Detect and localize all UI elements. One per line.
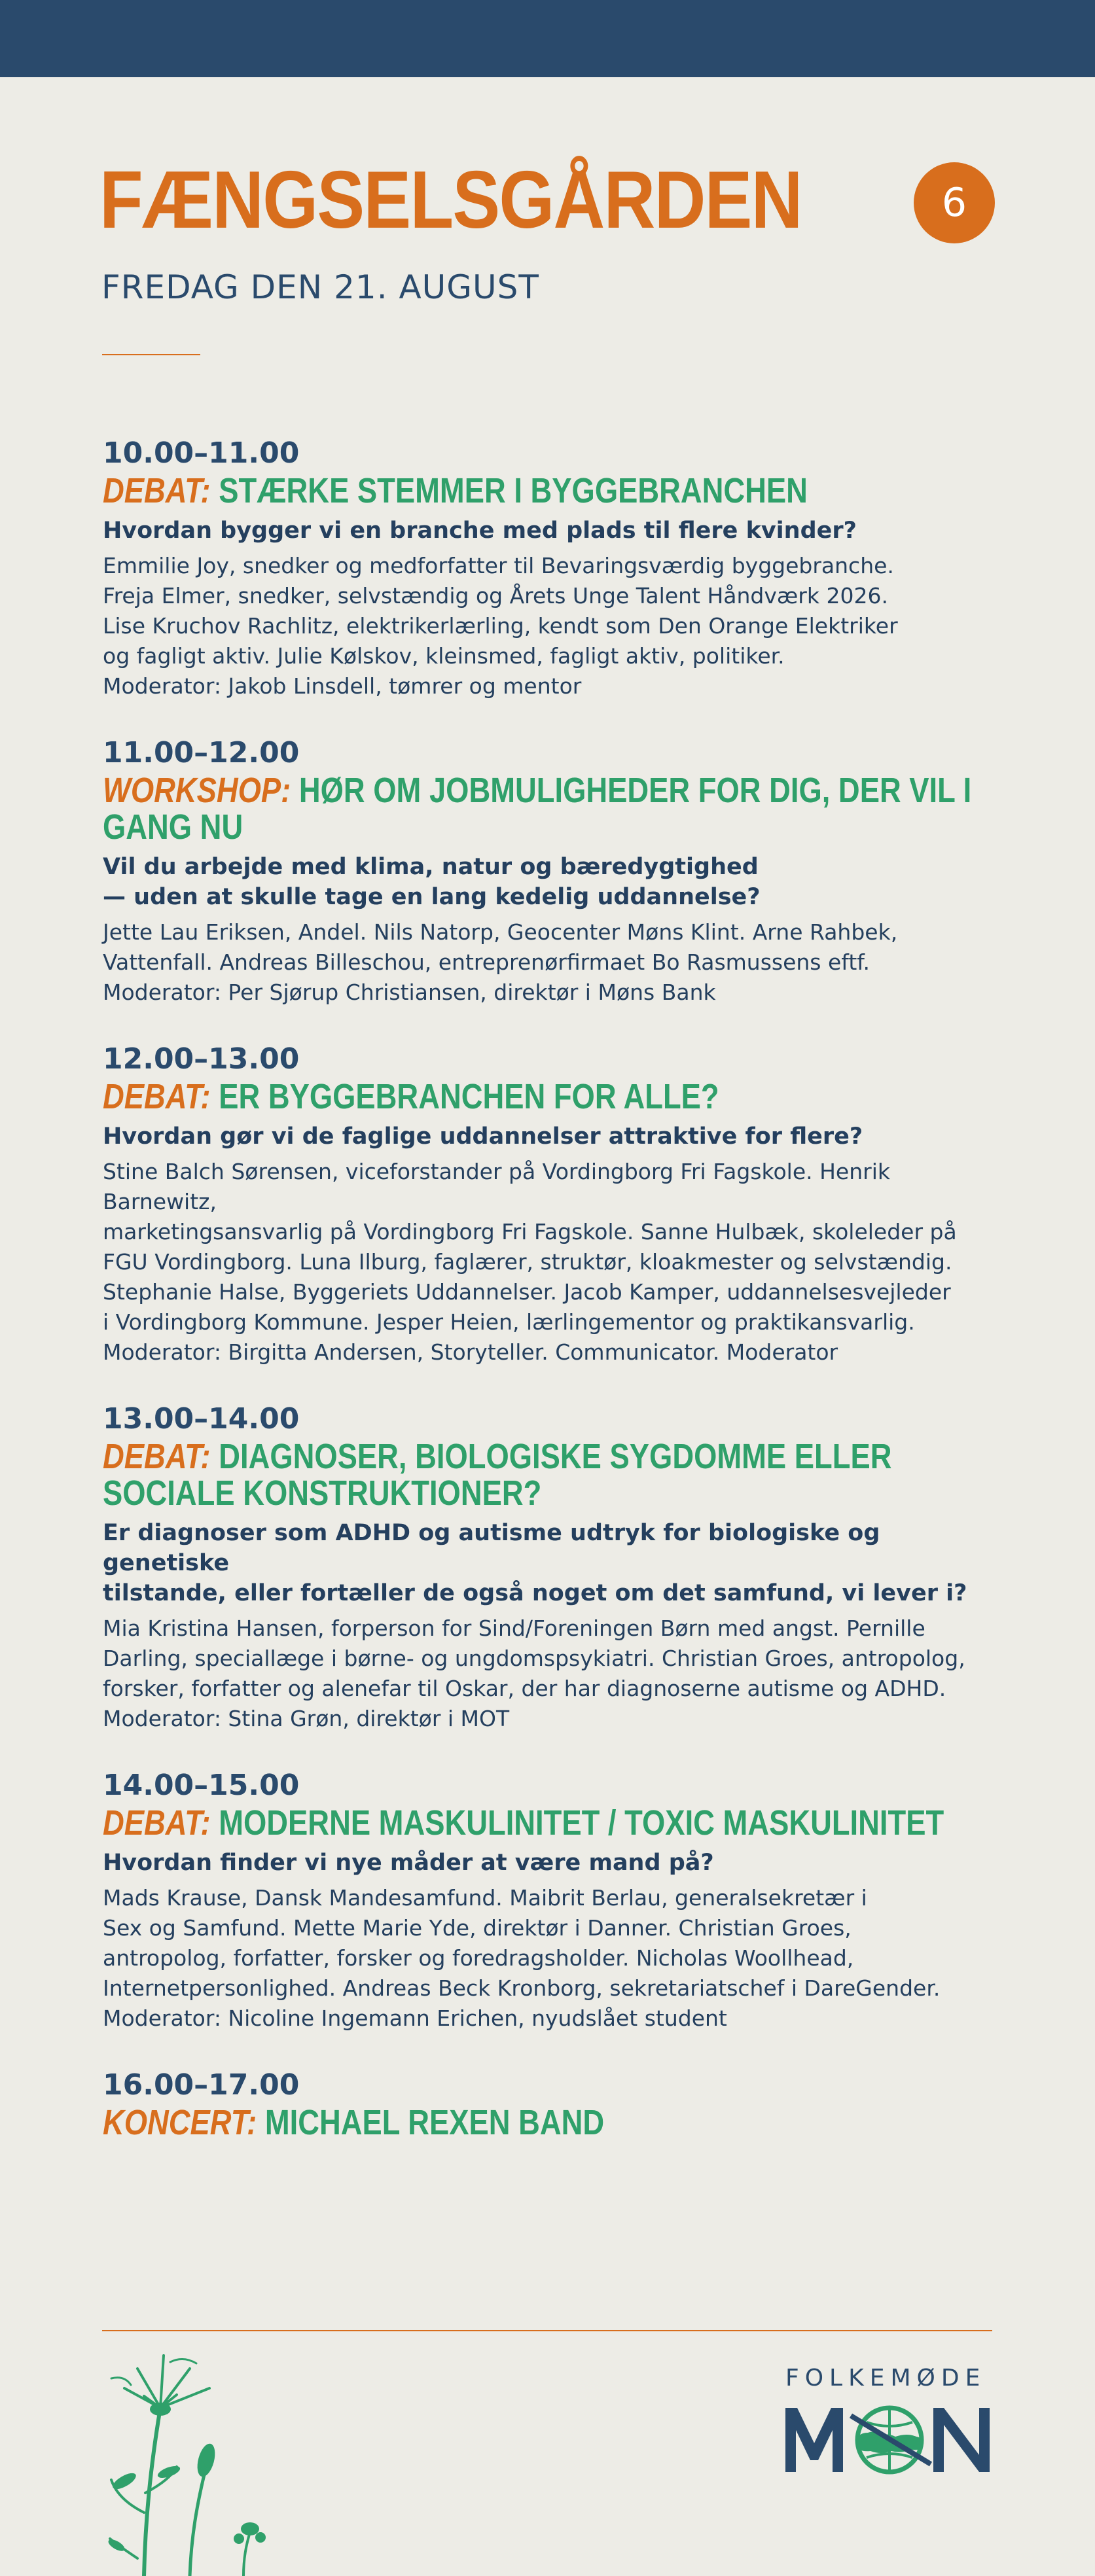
program-item	[103, 1767, 1006, 2034]
program-time: 13.00–14.00	[103, 1402, 300, 1436]
program-question: Hvordan finder vi nye måder at være mand på?	[103, 1850, 714, 1876]
program-kind: DEBAT:	[103, 1077, 211, 1116]
program-kind: WORKSHOP:	[103, 771, 291, 810]
program-question: Er diagnoser som ADHD og autisme udtryk for biologiske og genetiske tilstande, eller fortæller de også noget om det samfund, vi lever i?	[103, 1520, 967, 1606]
flower-illustration	[98, 2349, 295, 2576]
footer-divider	[102, 2330, 992, 2331]
venue-number-badge: 6	[914, 162, 995, 243]
program-headline	[103, 1438, 1005, 1511]
program-item	[103, 434, 1006, 701]
program-participants: Jette Lau Eriksen, Andel. Nils Natorp, Geocenter Møns Klint. Arne Rahbek, Vattenfall. Andreas Billeschou, entreprenørfirmaet Bo Rasmussens eftf. Moderator: Per Sjørup Christiansen, direktør i Møns Bank	[103, 919, 898, 1005]
program-kind: DEBAT:	[103, 1437, 211, 1476]
program-list	[103, 434, 1006, 2174]
program-title: MICHAEL REXEN BAND	[264, 2103, 605, 2142]
page-title: FÆNGSELSGÅRDEN	[99, 155, 802, 245]
program-time: 16.00–17.00	[103, 2068, 300, 2102]
divider	[102, 354, 200, 355]
program-item	[103, 1040, 1006, 1367]
event-date: FREDAG DEN 21. AUGUST	[101, 268, 539, 306]
program-headline	[103, 2104, 1005, 2141]
program-kind: DEBAT:	[103, 471, 211, 510]
folkemode-mon-logo	[783, 2404, 996, 2476]
program-item	[103, 734, 1006, 1008]
program-time: 12.00–13.00	[103, 1042, 300, 1076]
program-title: DIAGNOSER, BIOLOGISKE SYGDOMME ELLER SOCIALE KONSTRUKTIONER?	[103, 1437, 892, 1513]
program-kind: DEBAT:	[103, 1803, 211, 1843]
program-item	[103, 2066, 1006, 2141]
program-title: MODERNE MASKULINITET / TOXIC MASKULINITET	[219, 1803, 944, 1843]
program-title: STÆRKE STEMMER I BYGGEBRANCHEN	[219, 471, 808, 510]
program-title: ER BYGGEBRANCHEN FOR ALLE?	[219, 1077, 719, 1116]
program-headline	[103, 1805, 1005, 1841]
program-headline	[103, 472, 1005, 509]
program-participants: Emmilie Joy, snedker og medforfatter til Bevaringsværdig byggebranche. Freja Elmer, snedker, selvstændig og Årets Unge Talent Håndværk 2026. Lise Kruchov Rachlitz, elektrikerlærling, kendt som Den Orange Elektriker og fagligt aktiv. Julie Kølskov, kleinsmed, fagligt aktiv, politiker. Moderator: Jakob Linsdell, tømrer og mentor	[103, 553, 898, 699]
program-title: HØR OM JOBMULIGHEDER FOR DIG, DER VIL I GANG NU	[103, 771, 972, 847]
program-participants: Mia Kristina Hansen, forperson for Sind/Foreningen Børn med angst. Pernille Darling, speciallæge i børne- og ungdomspsykiatri. Christian Groes, antropolog, forsker, forfatter og alenefar til Oskar, der har diagnoserne autisme og ADHD. Moderator: Stina Grøn, direktør i MOT	[103, 1615, 965, 1731]
program-question: Vil du arbejde med klima, natur og bæredygtighed — uden at skulle tage en lang kedelig uddannelse?	[103, 854, 761, 910]
program-item	[103, 1400, 1006, 1734]
program-kind: KONCERT:	[103, 2103, 257, 2142]
logo-top-text: FOLKEMØDE	[785, 2365, 986, 2391]
program-time: 10.00–11.00	[103, 436, 300, 470]
program-participants: Mads Krause, Dansk Mandesamfund. Maibrit Berlau, generalsekretær i Sex og Samfund. Mette Marie Yde, direktør i Danner. Christian Groes, antropolog, forfatter, forsker og foredragsholder. Nicholas Woollhead, Internetpersonlighed. Andreas Beck Kronborg, sekretariatschef i DareGender. Moderator: Nicoline Ingemann Erichen, nyudslået student	[103, 1885, 941, 2031]
program-time: 14.00–15.00	[103, 1769, 300, 1802]
program-question: Hvordan bygger vi en branche med plads til flere kvinder?	[103, 518, 857, 544]
top-banner	[0, 0, 1095, 77]
program-headline	[103, 1078, 1005, 1115]
program-time: 11.00–12.00	[103, 736, 300, 769]
program-participants: Stine Balch Sørensen, viceforstander på Vordingborg Fri Fagskole. Henrik Barnewitz, marketingsansvarlig på Vordingborg Fri Fagskole. Sanne Hulbæk, skoleleder på FGU Vordingborg. Luna Ilburg, faglærer, struktør, kloakmester og selvstændig. Stephanie Halse, Byggeriets Uddannelser. Jacob Kamper, uddannelsesvejleder i Vordingborg Kommune. Jesper Heien, lærlingementor og praktikansvarlig. Moderator: Birgitta Andersen, Storyteller. Communicator. Moderator	[103, 1159, 957, 1365]
program-question: Hvordan gør vi de faglige uddannelser attraktive for flere?	[103, 1123, 863, 1150]
program-headline	[103, 772, 1005, 845]
